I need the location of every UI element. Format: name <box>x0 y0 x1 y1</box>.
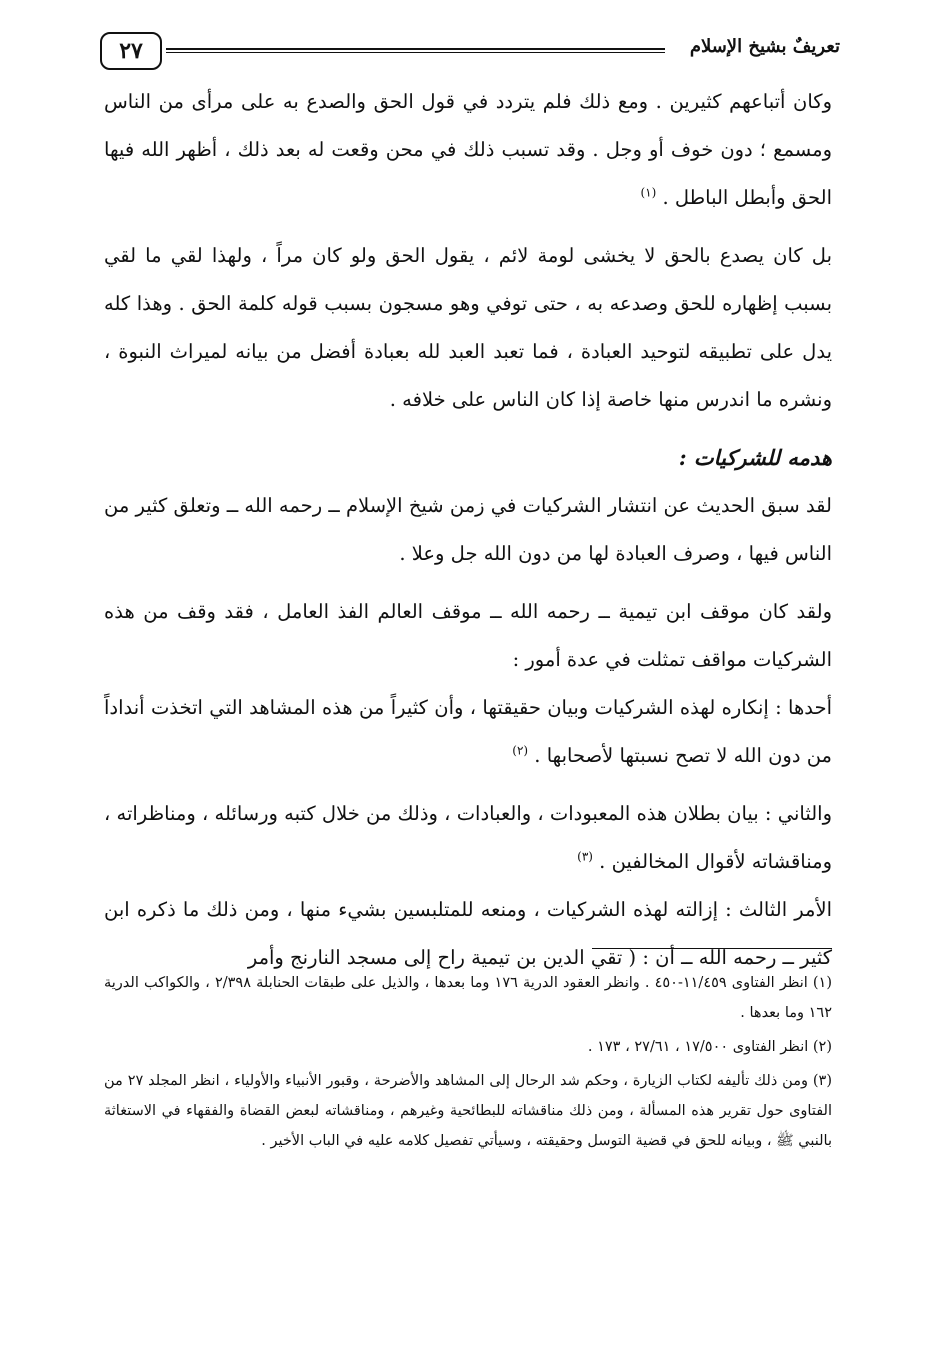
paragraph: بل كان يصدع بالحق لا يخشى لومة لائم ، يقول الحق ولو كان مراً ، ولهذا لقي ما لقي بسبب إظهاره للحق وصدعه به ، حتى توفي وهو مسجون بسبب قوله كلمة الحق . وهذا كله يدل على تطبيقه لتوحيد العبادة ، فما تعبد العبد لله بعبادة أفضل من بيانه لميراث النبوة ، ونشره ما اندرس منها خاصة إذا كان الناس على خلافه . <box>104 244 832 411</box>
footnote-ref: (٣) <box>577 849 593 864</box>
footnote: (٢) انظر الفتاوى ١٧/٥٠٠ ، ٢٧/٦١ ، ١٧٣ . <box>587 1039 832 1055</box>
section-heading: هدمه للشركيات : <box>678 445 832 470</box>
paragraph: لقد سبق الحديث عن انتشار الشركيات في زمن شيخ الإسلام ــ رحمه الله ــ وتعلق كثير من الناس فيها ، وصرف العبادة لها من دون الله جل وعلا . <box>104 494 832 565</box>
page-number: ٢٧ <box>100 32 162 70</box>
footnote-ref: (١) <box>640 185 657 200</box>
header-rule-thin <box>166 52 665 53</box>
paragraph: وكان أتباعهم كثيرين . ومع ذلك فلم يتردد في قول الحق والصدع به على مرأى من الناس ومسمع ؛ دون خوف أو وجل . وقد تسبب ذلك في محن وقعت له بعد ذلك ، أظهر الله فيها الحق وأبطل الباطل . $^{(١)}$ <box>104 90 832 209</box>
running-title: تعريفٌ بشيخ الإسلام <box>689 36 840 57</box>
main-text <box>104 78 832 982</box>
paragraph: أحدها : إنكاره لهذه الشركيات وبيان حقيقتها ، وأن كثيراً من هذه المشاهد التي اتخذت أنداداً من دون الله لا تصح نسبتها لأصحابها . $^{(٢)}$ <box>104 696 832 767</box>
page-header <box>100 30 840 70</box>
footnote: (٣) ومن ذلك تأليفه لكتاب الزيارة ، وحكم شد الرحال إلى المشاهد والأضرحة ، وقبور الأنبياء والأولياء ، انظر المجلد ٢٧ من الفتاوى حول تقرير هذه المسألة ، ومن ذلك مناقشاته للبطائحية وغيرهم ، ومناقشاته لبعض القضاة والفقهاء في الاستغاثة بالنبي ﷺ ، وبيانه للحق في قضية التوسل وحقيقته ، وسيأتي تفصيل كلامه عليه في الباب الأخير . <box>104 1073 832 1149</box>
paragraph: والثاني : بيان بطلان هذه المعبودات ، والعبادات ، وذلك من خلال كتبه ورسائله ، ومناظراته ، ومناقشاته لأقوال المخالفين . $^{(٣)}$ <box>104 802 832 873</box>
paragraph: ولقد كان موقف ابن تيمية ــ رحمه الله ــ موقف العالم الفذ العامل ، فقد وقف من هذه الشركيات مواقف تمثلت في عدة أمور : <box>104 600 832 671</box>
footnote-separator <box>592 948 832 949</box>
header-rule <box>166 48 665 50</box>
footnote: (١) انظر الفتاوى ١١/٤٥٩-٤٥٠ . وانظر العقود الدرية ١٧٦ وما بعدها ، والذيل على طبقات الحنابلة ٢/٣٩٨ ، والكواكب الدرية ١٦٢ وما بعدها . <box>104 975 832 1021</box>
paragraph: الأمر الثالث : إزالته لهذه الشركيات ، ومنعه للمتلبسين بشيء منها ، ومن ذلك ما ذكره ابن كثير ــ رحمه الله ــ أن : ( تقي الدين بن تيمية راح إلى مسجد النارنج وأمر <box>104 898 832 969</box>
footnote-ref: (٢) <box>512 743 529 758</box>
footnotes <box>104 968 832 1160</box>
